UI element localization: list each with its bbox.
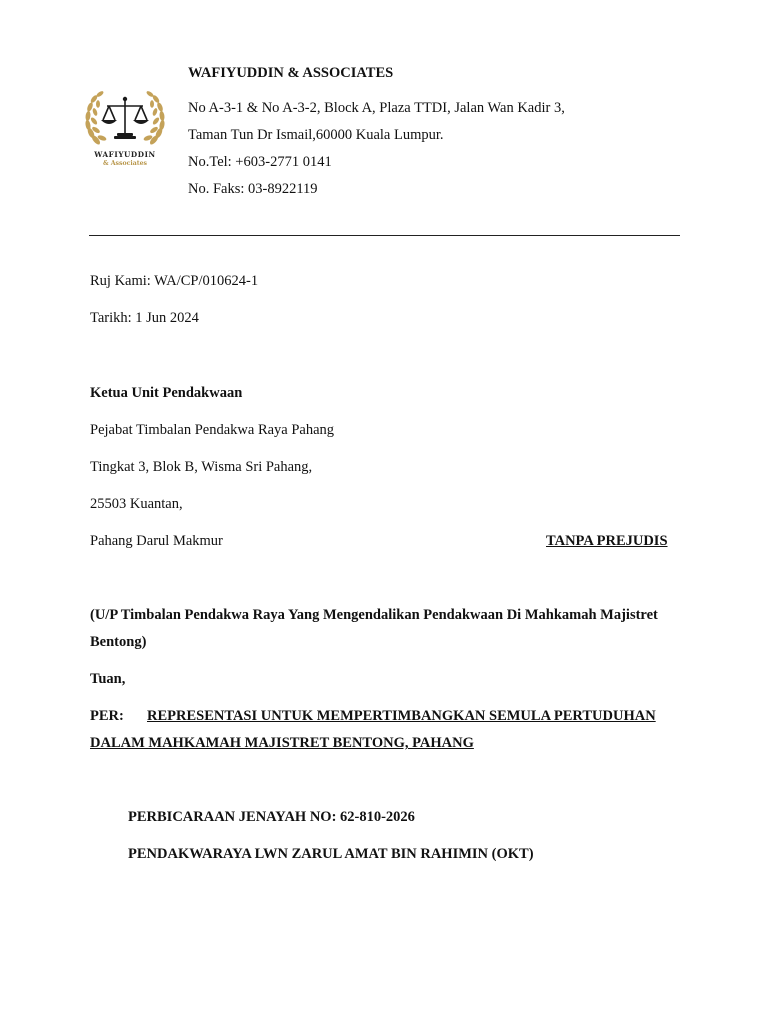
reference-number: Ruj Kami: WA/CP/010624-1	[90, 273, 259, 289]
recipient-line-4: Pahang Darul Makmur	[90, 533, 223, 549]
firm-address-line-2: Taman Tun Dr Ismail,60000 Kuala Lumpur.	[188, 127, 444, 143]
subject-line-1: REPRESENTASI UNTUK MEMPERTIMBANGKAN SEMULA PERTUDUHAN	[147, 708, 656, 724]
recipient-line-1: Pejabat Timbalan Pendakwa Raya Pahang	[90, 422, 335, 438]
firm-address-line-1: No A-3-1 & No A-3-2, Block A, Plaza TTDI, Jalan Wan Kadir 3,	[188, 100, 565, 116]
letterhead-divider	[89, 235, 680, 236]
logo-subtitle: & Associates	[102, 160, 148, 167]
subject-label: PER:	[90, 708, 124, 724]
firm-name: WAFIYUDDIN & ASSOCIATES	[188, 65, 394, 81]
case-number: PERBICARAAN JENAYAH NO: 62-810-2026	[128, 809, 415, 825]
attention-line: (U/P Timbalan Pendakwa Raya Yang Mengendalikan Pendakwaan Di Mahkamah Majistret Bentong)	[90, 607, 658, 650]
firm-telephone: No.Tel: +603-2771 0141	[188, 154, 332, 170]
case-parties: PENDAKWARAYA LWN ZARUL AMAT BIN RAHIMIN (OKT)	[128, 846, 534, 862]
firm-fax: No. Faks: 03-8922119	[188, 181, 318, 197]
recipient-line-2: Tingkat 3, Blok B, Wisma Sri Pahang,	[90, 459, 313, 475]
subject-line-2: DALAM MAHKAMAH MAJISTRET BENTONG, PAHANG	[90, 735, 474, 751]
without-prejudice-label: TANPA PREJUDIS	[546, 533, 668, 549]
scales-of-justice-icon	[82, 88, 168, 150]
recipient-line-3: 25503 Kuantan,	[90, 496, 183, 512]
salutation: Tuan,	[90, 671, 126, 687]
logo-name: WAFIYUDDIN	[94, 150, 156, 159]
recipient-title: Ketua Unit Pendakwaan	[90, 385, 243, 401]
firm-logo	[82, 88, 168, 172]
letter-date: Tarikh: 1 Jun 2024	[90, 310, 199, 326]
